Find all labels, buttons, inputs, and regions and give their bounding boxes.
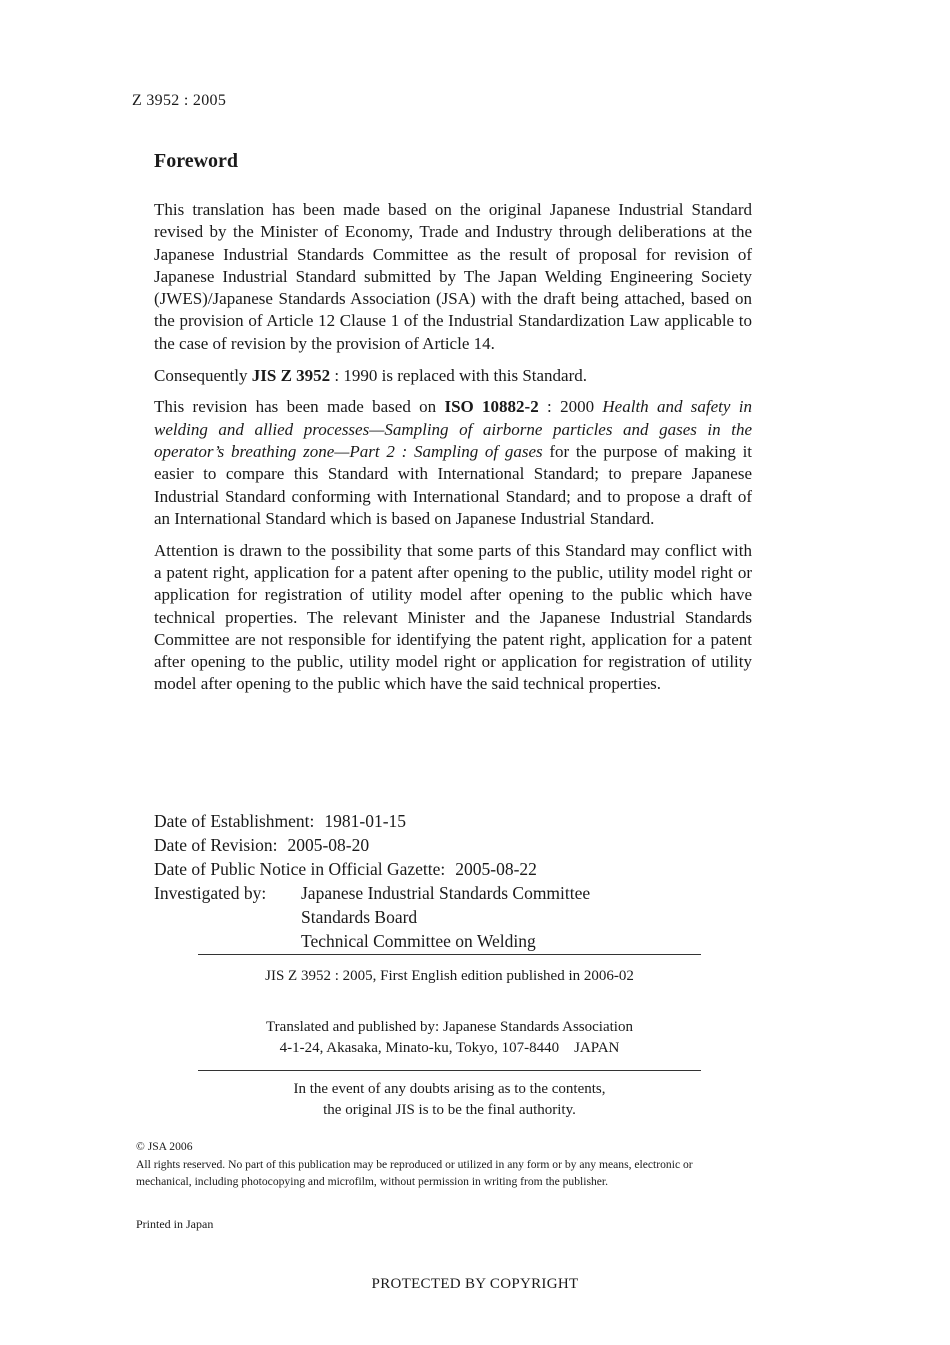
translated-by: Translated and published by: Japanese Standards Association <box>266 1019 633 1035</box>
paragraph-text: This revision has been made based on <box>154 397 445 417</box>
iso-standard-ref: ISO 10882-2 <box>444 397 539 417</box>
investigated-bodies <box>301 881 590 953</box>
date-value: 2005-08-20 <box>287 835 370 855</box>
foreword-paragraph-3 <box>154 396 752 530</box>
investigated-body: Technical Committee on Welding <box>301 931 536 951</box>
iso-standard-title: Health and safety in welding and allied processes—Sampling of airborne particles and gases in the operator’s breathing zone—Part 2 : Sampling of gases <box>154 397 752 461</box>
publisher-address: 4-1-24, Akasaka, Minato-ku, Tokyo, 107-8440 JAPAN <box>279 1040 620 1056</box>
date-value: 2005-08-22 <box>455 859 537 879</box>
foreword-heading: Foreword <box>154 150 239 172</box>
rights-statement: All rights reserved. No part of this publication may be reproduced or utilized in any form or by any means, electronic or mechanical, including photocopying and microfilm, without permission in writing from the publisher. <box>136 1157 693 1188</box>
authority-note <box>198 1079 701 1121</box>
investigated-body: Japanese Industrial Standards Committee <box>301 883 591 903</box>
document-id: Z 3952 : 2005 <box>132 92 227 109</box>
date-label: Date of Public Notice in Official Gazette: <box>154 859 446 879</box>
copyright-notice: © JSA 2006 <box>136 1140 193 1153</box>
publisher-block <box>198 1017 701 1059</box>
date-value: 1981-01-15 <box>324 811 407 831</box>
footer-text: PROTECTED BY COPYRIGHT <box>371 1276 579 1292</box>
authority-line: the original JIS is to be the final authority. <box>323 1102 576 1118</box>
replaced-standard-ref: JIS Z 3952 <box>251 365 331 385</box>
foreword-paragraph-4: Attention is drawn to the possibility that some parts of this Standard may conflict with a patent right, application for a patent after opening to the public, utility model right or application for registration of utility model after opening to the public which have technical properties. The relevant Minister and the Japanese Industrial Standards Committee are not responsible for identifying the patent right, application for a patent after opening to the public, utility model right or application for registration of utility model after opening to the public which have the said technical properties. <box>154 540 752 694</box>
printed-in: Printed in Japan <box>136 1217 214 1231</box>
paragraph-text: : 2000 <box>538 397 603 417</box>
foreword-paragraph-1: This translation has been made based on the original Japanese Industrial Standard revised by the Minister of Economy, Trade and Industry through deliberations at the Japanese Industrial Standards Committee as the result of proposal for revision of Japanese Industrial Standard submitted by The Japan Welding Engineering Society (JWES)/Japanese Standards Association (JSA) with the draft being attached, based on the provision of Article 12 Clause 1 of the Industrial Standardization Law applicable to the case of revision by the provision of Article 14. <box>154 200 752 353</box>
divider <box>198 1070 701 1071</box>
foreword-paragraph-2 <box>154 365 752 387</box>
foreword-body <box>154 199 752 705</box>
investigated-label: Investigated by: <box>154 883 267 903</box>
paragraph-text: Consequently <box>154 365 252 385</box>
date-label: Date of Establishment: <box>154 811 315 831</box>
paragraph-text: : 1990 is replaced with this Standard. <box>330 365 588 385</box>
date-establishment-row <box>154 809 754 833</box>
date-label: Date of Revision: <box>154 835 278 855</box>
dates-block <box>154 809 754 953</box>
date-notice-row <box>154 857 754 881</box>
paragraph-text: for the purpose of making it easier to compare this Standard with International Standard; to prepare Japanese Industrial Standard conforming with International Standard; and to propose a draft of an International Standard which is based on Japanese Industrial Standard. <box>154 441 753 528</box>
edition-note: JIS Z 3952 : 2005, First English edition published in 2006-02 <box>265 968 634 984</box>
date-revision-row <box>154 833 754 857</box>
copyright-block <box>136 1138 746 1191</box>
investigated-body: Standards Board <box>301 907 418 927</box>
divider <box>198 954 701 955</box>
investigated-row <box>154 881 754 953</box>
authority-line: In the event of any doubts arising as to the contents, <box>293 1081 606 1097</box>
